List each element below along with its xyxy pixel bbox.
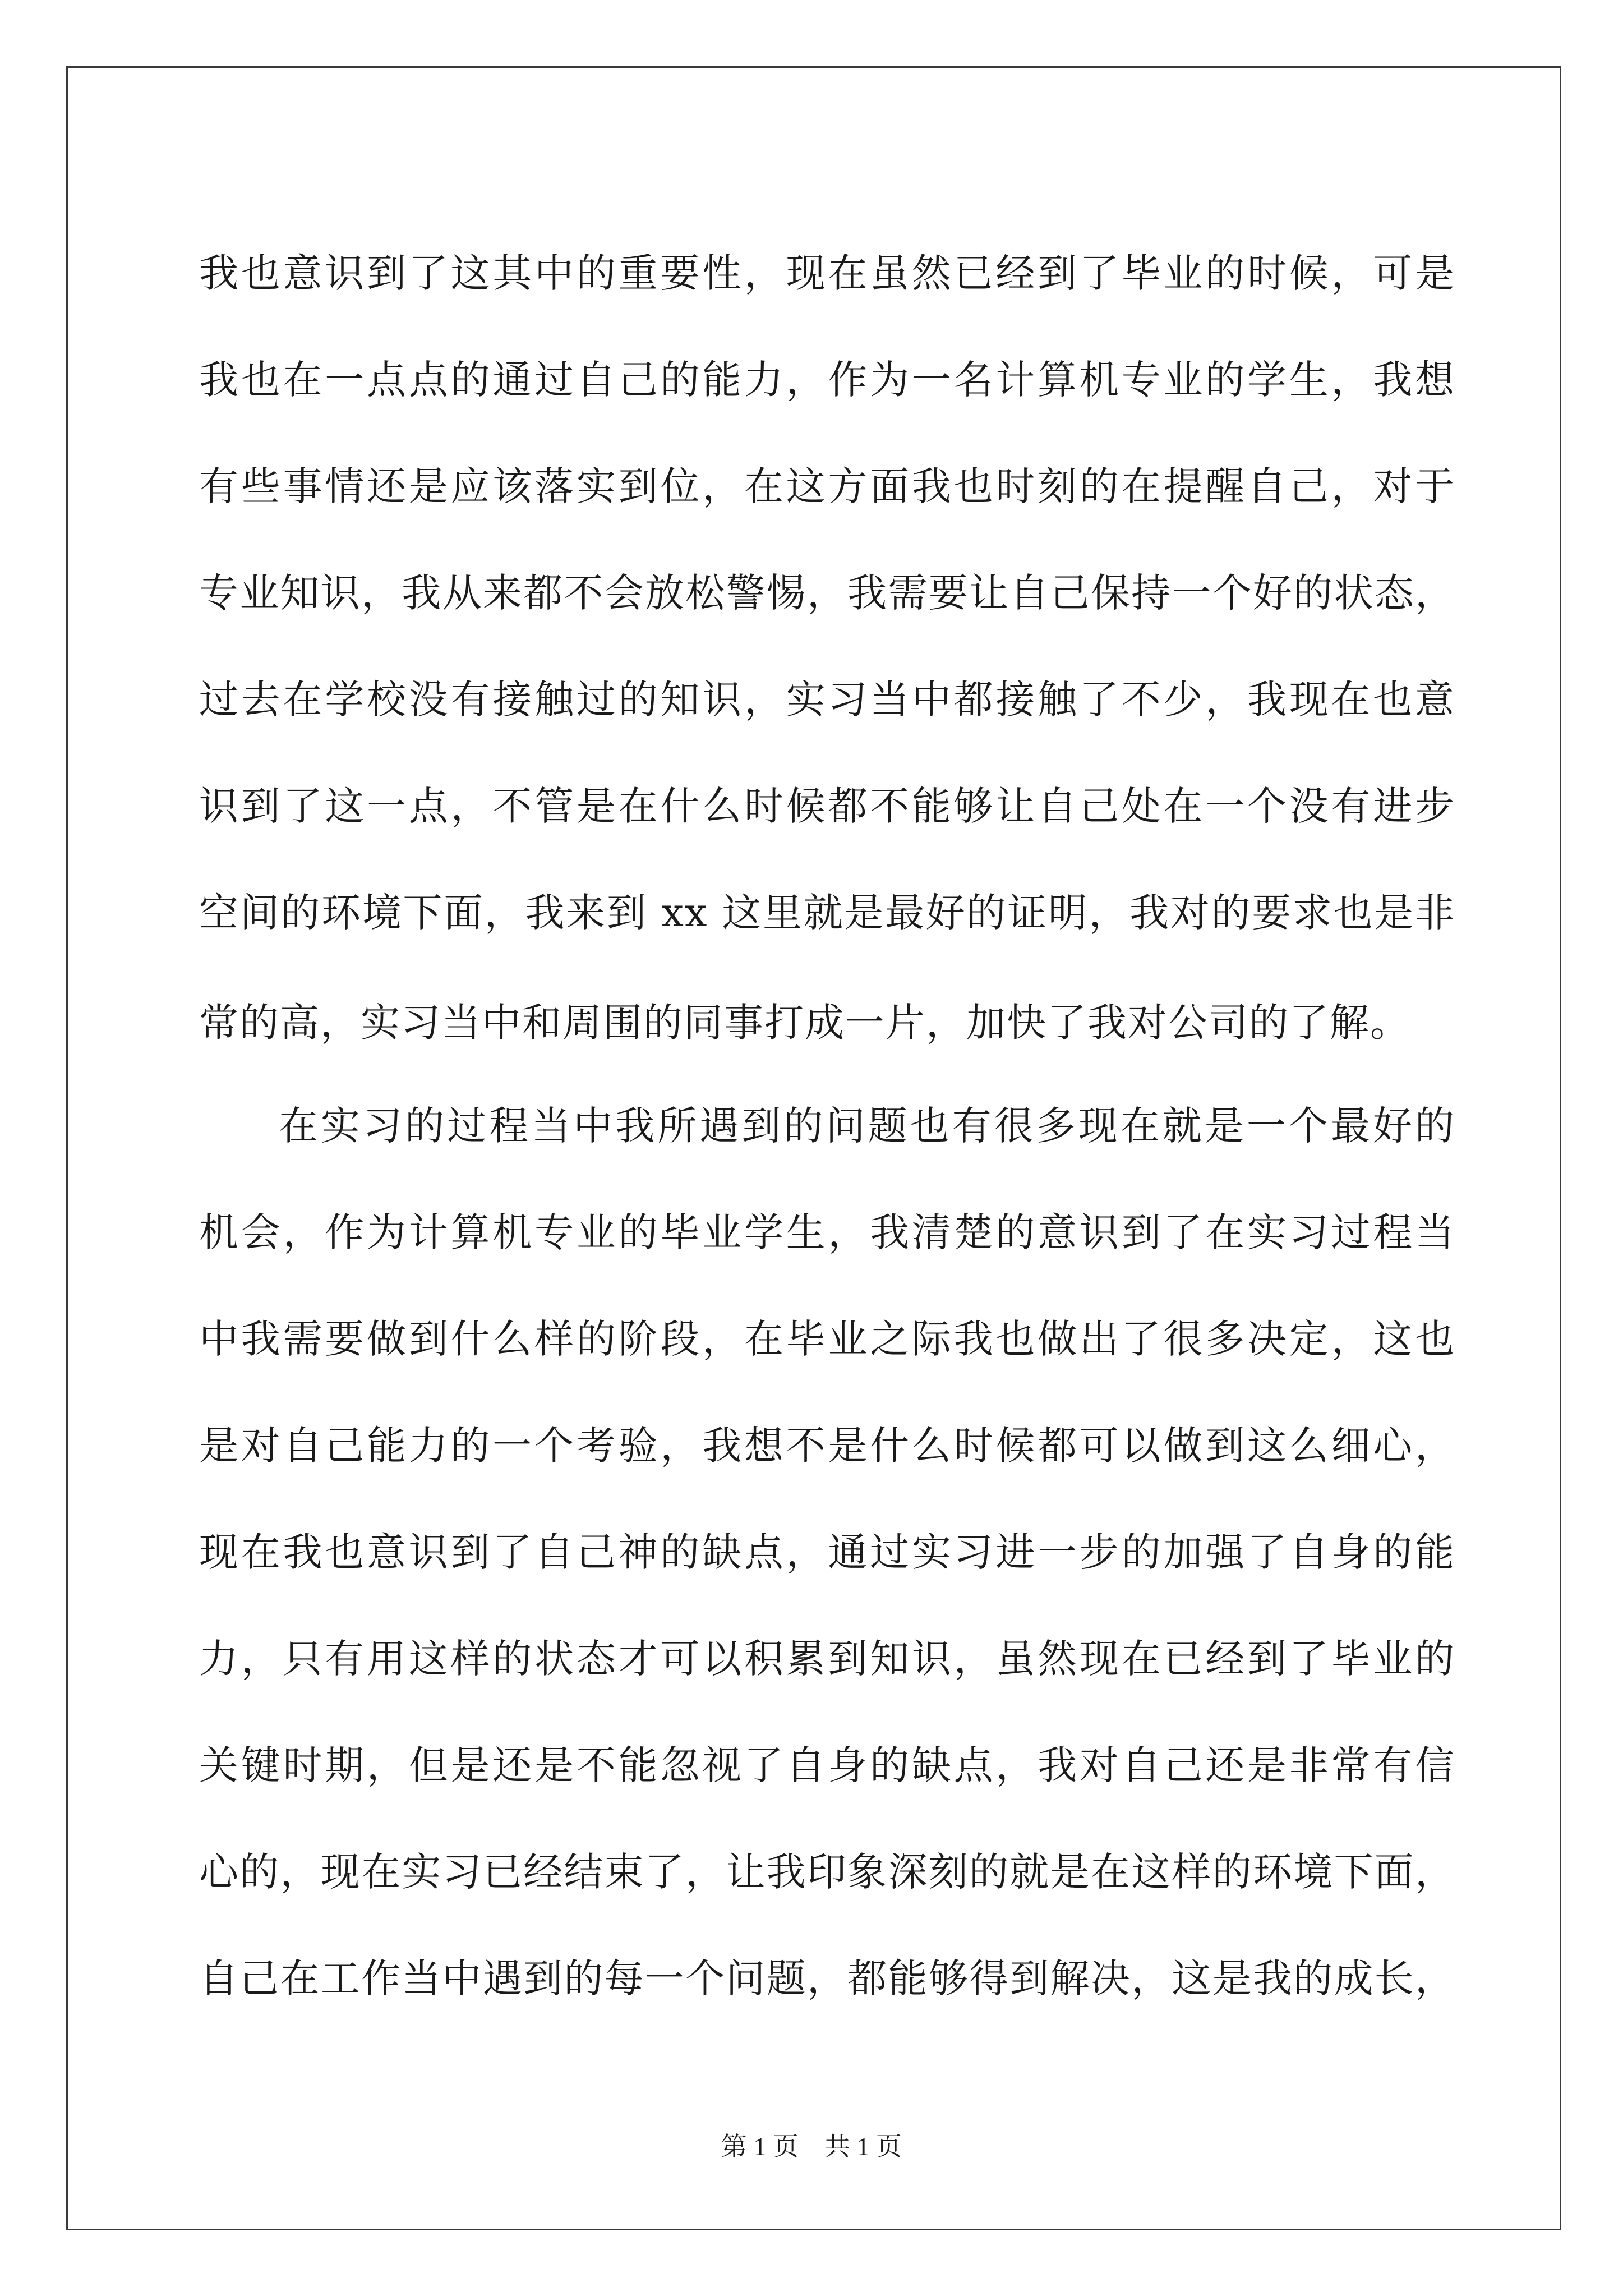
text-line: 力，只有用这样的状态才可以积累到知识，虽然现在已经到了毕业的 (199, 1636, 1455, 1682)
text-line: 识到了这一点，不管是在什么时候都不能够让自己处在一个没有进步 (199, 783, 1455, 829)
text-line: 有些事情还是应该落实到位，在这方面我也时刻的在提醒自己，对于 (199, 463, 1455, 509)
text-line: 中我需要做到什么样的阶段，在毕业之际我也做出了很多决定，这也 (199, 1316, 1455, 1362)
text-line: 现在我也意识到了自己神的缺点，通过实习进一步的加强了自身的能 (199, 1529, 1455, 1575)
text-line: 心的，现在实习已经结束了，让我印象深刻的就是在这样的环境下面， (199, 1849, 1455, 1895)
document-body (199, 220, 1455, 2032)
paragraph-start-line: 在实习的过程当中我所遇到的问题也有很多现在就是一个最好的 (279, 1103, 1455, 1149)
text-line: 我也意识到了这其中的重要性，现在虽然已经到了毕业的时候，可是 (199, 250, 1455, 296)
page-number-footer: 第 1 页 共 1 页 (721, 2132, 902, 2161)
text-line: 我也在一点点的通过自己的能力，作为一名计算机专业的学生，我想 (199, 357, 1455, 403)
text-line: 常的高，实习当中和周围的同事打成一片，加快了我对公司的了解。 (199, 999, 1410, 1046)
text-line: 机会，作为计算机专业的毕业学生，我清楚的意识到了在实习过程当 (199, 1209, 1455, 1255)
text-line: 自己在工作当中遇到的每一个问题，都能够得到解决，这是我的成长， (199, 1955, 1455, 2001)
text-line: 空间的环境下面，我来到 xx 这里就是最好的证明，我对的要求也是非 (199, 890, 1455, 936)
text-line: 过去在学校没有接触过的知识，实习当中都接触了不少，我现在也意 (199, 677, 1455, 723)
text-line: 是对自己能力的一个考验，我想不是什么时候都可以做到这么细心， (199, 1423, 1455, 1469)
text-line: 专业知识，我从来都不会放松警惕，我需要让自己保持一个好的状态， (199, 570, 1455, 616)
text-line: 关键时期，但是还是不能忽视了自身的缺点，我对自己还是非常有信 (199, 1742, 1455, 1788)
